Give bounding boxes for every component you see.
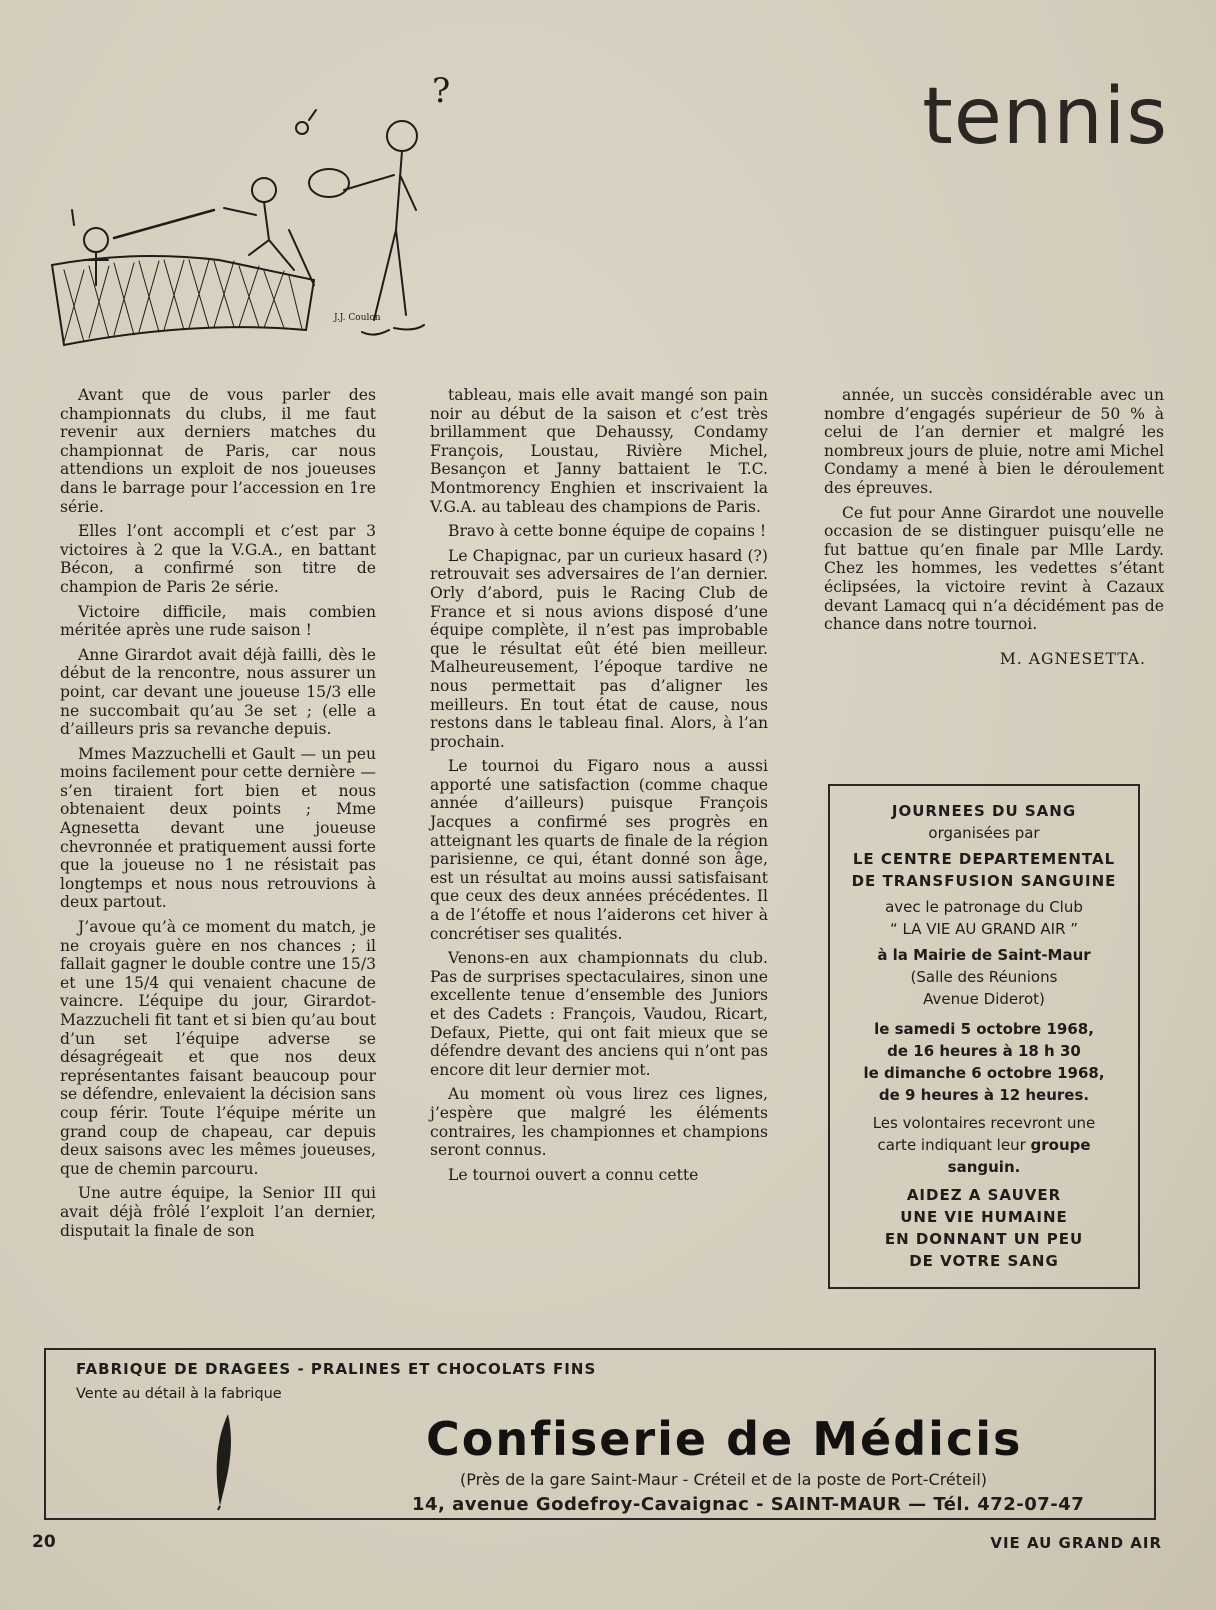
appeal-line: UNE VIE HUMAINE	[900, 1208, 1068, 1226]
article-column-1	[60, 386, 376, 1246]
room: (Salle des Réunions	[910, 968, 1058, 986]
patronage-line: avec le patronage du Club	[885, 898, 1083, 916]
artist-signature: J.J. Coulon	[334, 313, 381, 323]
paragraph: Une autre équipe, la Senior III qui avait déjà frôlé l’exploit l’an dernier, disputait la finale de son	[60, 1184, 376, 1240]
paragraph: Ce fut pour Anne Girardot une nouvelle occasion de se distinguer puisqu’elle ne fut battue qu’en finale par Mlle Lardy. Chez les hommes, les vedettes s’étant éclipsées, la victoire revint à Cazaux devant Lamacq qui n’a décidément pas de chance dans notre tournoi.	[824, 503, 1164, 634]
paragraph: Le Chapignac, par un curieux hasard (?) retrouvait ses adversaires de l’an dernier. Orly d’abord, puis le Racing Club de France et si nous avions disposé d’une équipe complète, il n’est pas improbable que le résultat eût été bien meilleur. Malheureusement, l’époque tardive ne nous permettait pas d’aligner les meilleurs. En tout état de cause, nous restons dans le tableau final. Alors, à l’an prochain.	[430, 546, 768, 751]
paragraph: Le tournoi ouvert a connu cette	[448, 1165, 699, 1184]
author-signature: M. AGNESETTA.	[999, 649, 1146, 668]
paragraph: Mmes Mazzuchelli et Gault — un peu moins facilement pour cette dernière — s’en tiraient fort bien et nous obtenaient deux points ; Mme Agnesetta devant une joueuse chevronnée et pratiquement aussi forte que la joueuse no 1 ne résistait pas longtemps et nous nous retrouvions à deux partout.	[60, 744, 376, 912]
blood-drive-heading: JOURNEES DU SANG	[891, 802, 1077, 820]
tennis-cartoon-illustration	[44, 71, 451, 350]
ad-location-note: (Près de la gare Saint-Maur - Créteil et de la poste de Port-Créteil)	[460, 1470, 988, 1489]
volunteers-line-2-bold: groupe	[1030, 1136, 1091, 1154]
time-saturday: de 16 heures à 18 h 30	[887, 1042, 1081, 1060]
appeal-line: EN DONNANT UN PEU	[884, 1230, 1084, 1248]
paragraph: année, un succès considérable avec un nombre d’engagés supérieur de 50 % à celui de l’an dernier et malgré les nombreux jours de pluie, notre ami Michel Condamy a mené à bien le déroulement des épreuves.	[824, 386, 1164, 497]
article-column-2	[430, 386, 768, 1190]
question-mark: ?	[432, 71, 451, 111]
paragraph: Venons-en aux championnats du club. Pas de surprises spectaculaires, sinon une excellente tenue d’ensemble des Juniors et des Cadets : François, Vaudou, Ricart, Defaux, Piette, qui ont fait mieux que se défendre devant des anciens qui n’ont pas encore dit leur dernier mot.	[430, 949, 768, 1079]
paragraph: Bravo à cette bonne équipe de copains !	[448, 522, 767, 541]
quill-icon	[206, 1410, 246, 1510]
volunteers-line-1: Les volontaires recevront une	[872, 1114, 1096, 1132]
paragraph: Victoire difficile, mais combien méritée après une rude saison !	[60, 602, 376, 640]
paragraph: tableau, mais elle avait mangé son pain noir au début de la saison et c’est très brillamment que Dehaussy, Condamy François, Loustau, Rivière Michel, Besançon et Janny battaient le T.C. Montmorency Enghien et inscrivaient la V.G.A. au tableau des champions de Paris.	[430, 386, 768, 516]
page-title: tennis	[922, 72, 1168, 162]
avenue: Avenue Diderot)	[923, 990, 1045, 1008]
ad-shop-name: Confiserie de Médicis	[426, 1412, 1023, 1466]
ad-retail-note: Vente au détail à la fabrique	[76, 1386, 282, 1402]
article-column-3	[824, 386, 1164, 668]
paragraph: Au moment où vous lirez ces lignes, j’espère que malgré les éléments contraires, les championnes et champions seront connus.	[430, 1085, 768, 1160]
club-name: “ LA VIE AU GRAND AIR ”	[889, 920, 1079, 938]
confiserie-advertisement	[44, 1348, 1156, 1520]
organiser-line-1: LE CENTRE DEPARTEMENTAL	[852, 850, 1116, 868]
page-number: 20	[32, 1532, 56, 1552]
paragraph: Le tournoi du Figaro nous a aussi apporté une satisfaction (comme chaque année d’ailleurs) puisque François Jacques a confirmé ses progrès en atteignant les quarts de finale de la région parisienne, ce qui, étant donné son âge, est un résultat au moins aussi satisfaisant que ceux des deux années précédentes. Il a de l’étoffe et nous l’aiderons cet hiver à concrétiser ses qualités.	[430, 757, 768, 943]
appeal-line: AIDEZ A SAUVER	[906, 1186, 1062, 1204]
volunteers-line-3: sanguin.	[947, 1158, 1021, 1176]
location: à la Mairie de Saint-Maur	[877, 946, 1091, 964]
paragraph: J’avoue qu’à ce moment du match, je ne croyais guère en nos chances ; il fallait gagner le double contre une 15/3 et une 15/4 qui venaient chacune de vaincre. L’équipe du jour, Girardot-Mazzucheli fit tant et si bien qu’au bout d’un set l’équipe adverse se désagrégeait et que nos deux représentantes faisant beaucoup pour se défendre, enlevaient la décision sans coup férir. Toute l’équipe mérite un grand coup de chapeau, car depuis deux saisons avec les mêmes joueuses, que de chemin parcouru.	[60, 918, 376, 1178]
ad-tagline: FABRIQUE DE DRAGEES - PRALINES ET CHOCOLATS FINS	[76, 1360, 597, 1378]
date-saturday: le samedi 5 octobre 1968,	[874, 1020, 1094, 1038]
organiser-line-2: DE TRANSFUSION SANGUINE	[851, 872, 1117, 890]
time-sunday: de 9 heures à 12 heures.	[878, 1086, 1090, 1104]
paragraph: Anne Girardot avait déjà failli, dès le début de la rencontre, nous assurer un point, car devant une joueuse 15/3 elle ne succombait qu’au 3e set ; (elle a d’ailleurs pris sa revanche depuis.	[60, 645, 376, 739]
ad-address: 14, avenue Godefroy-Cavaignac - SAINT-MAUR — Tél. 472-07-47	[412, 1494, 1085, 1515]
organised-by: organisées par	[928, 824, 1040, 842]
magazine-name: VIE AU GRAND AIR	[990, 1534, 1162, 1552]
date-sunday: le dimanche 6 octobre 1968,	[863, 1064, 1105, 1082]
blood-drive-notice	[828, 784, 1140, 1289]
volunteers-line-2	[830, 1134, 1138, 1156]
appeal-line: DE VOTRE SANG	[909, 1252, 1059, 1270]
paragraph: Elles l’ont accompli et c’est par 3 victoires à 2 que la V.G.A., en battant Bécon, a confirmé son titre de champion de Paris 2e série.	[60, 522, 376, 596]
paragraph: Avant que de vous parler des championnats du clubs, il me faut revenir aux derniers matches du championnat de Paris, car nous attendions un exploit de nos joueuses dans le barrage pour l’accession en 1re série.	[60, 386, 376, 516]
volunteers-line-2-text: carte indiquant leur	[877, 1136, 1031, 1154]
